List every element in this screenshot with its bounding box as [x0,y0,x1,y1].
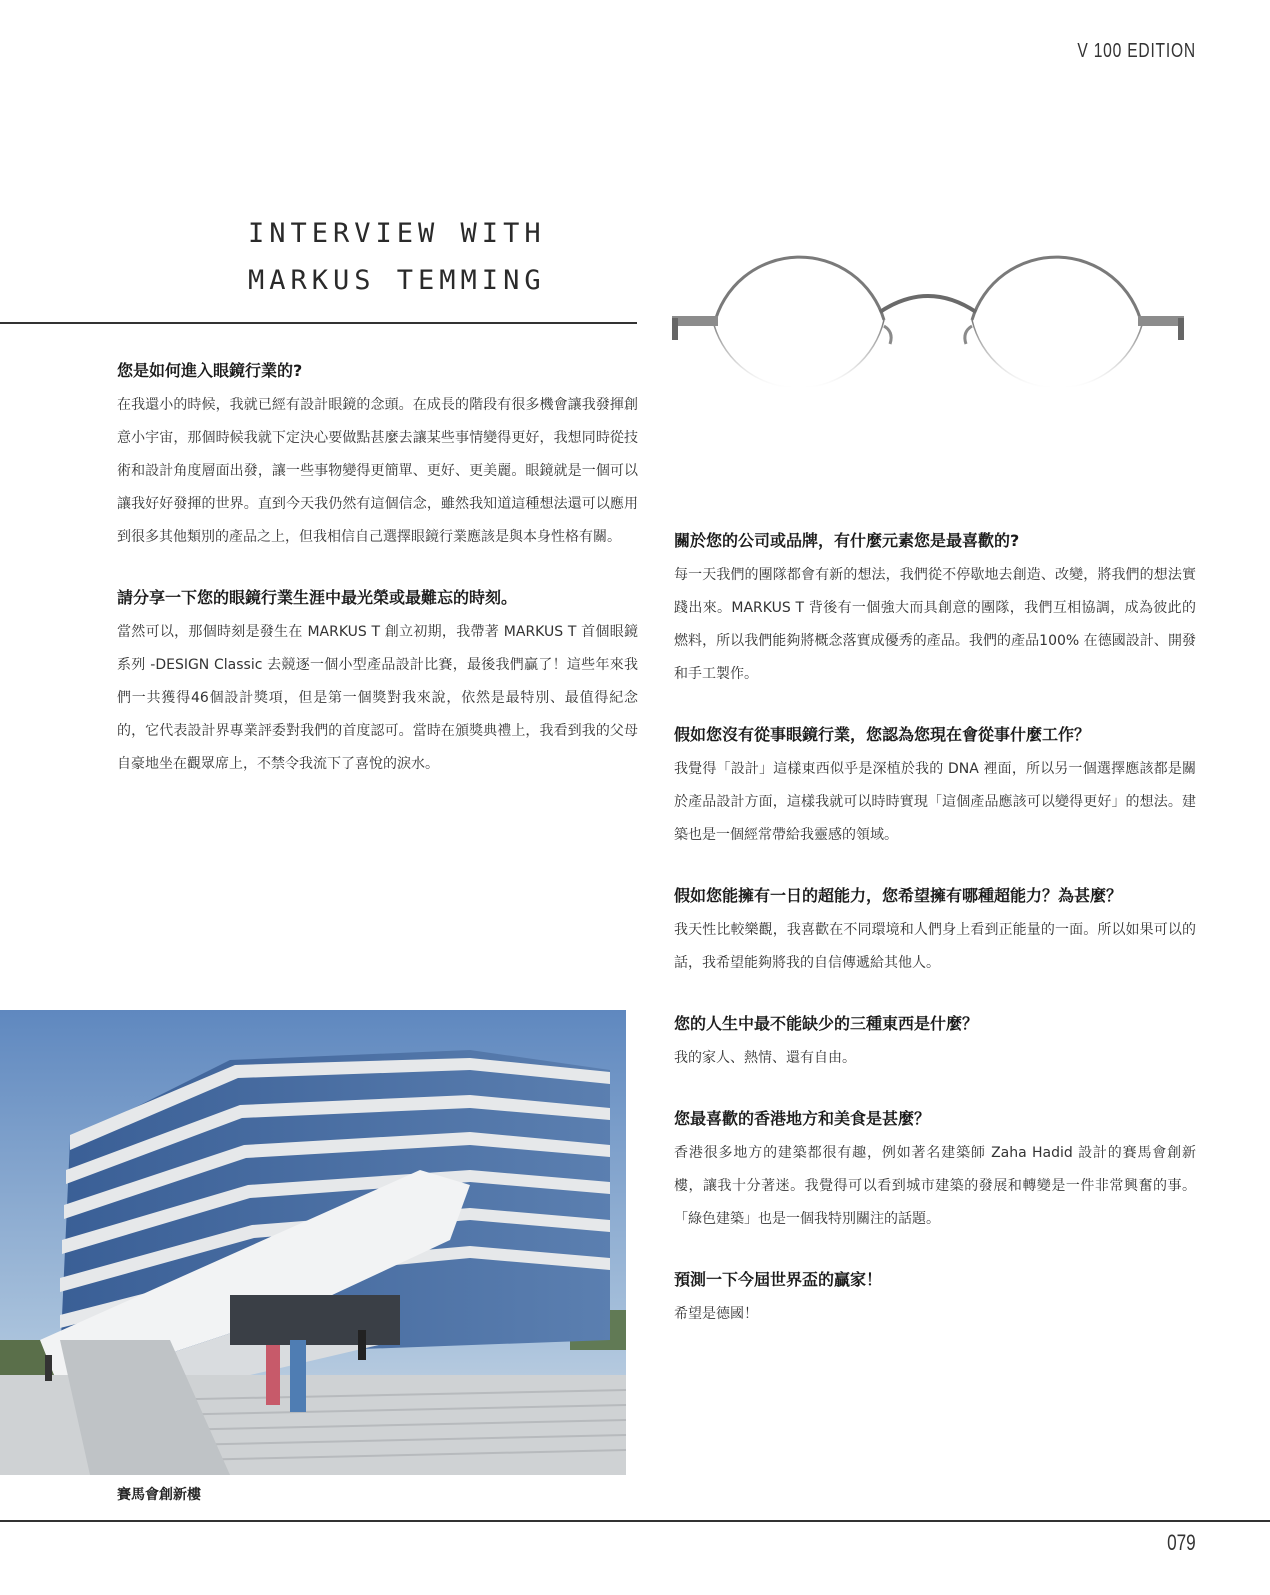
qa-block [674,719,1196,852]
question: 假如您能擁有一日的超能力，您希望擁有哪種超能力？為甚麼？ [674,886,1123,905]
qa-block [117,582,638,781]
answer: 希望是德國！ [674,1306,758,1322]
question: 關於您的公司或品牌，有什麼元素您是最喜歡的? [674,531,1020,550]
question: 您的人生中最不能缺少的三種東西是什麼？ [674,1014,979,1033]
page-number: 079 [1167,1530,1196,1555]
building-photo [0,1010,626,1475]
answer: 在我還小的時候，我就已經有設計眼鏡的念頭。在成長的階段有很多機會讓我發揮創意小宇宙，那個時候我就下定決心要做點甚麼去讓某些事情變得更好，我想同時從技術和設計角度層面出發，讓一些事物變得更簡單、更好、更美麗。眼鏡就是一個可以讓我好好發揮的世界。直到今天我仍然有這個信念，雖然我知道這種想法還可以應用到很多其他類別的產品之上，但我相信自己選擇眼鏡行業應該是與本身性格有關。 [117,397,638,545]
photo-caption: 賽馬會創新樓 [117,1487,201,1503]
qa-block [674,1264,1196,1331]
title-line-2: MARKUS TEMMING [248,265,546,296]
question: 您是如何進入眼鏡行業的? [117,361,303,380]
question: 您最喜歡的香港地方和美食是甚麼？ [674,1109,931,1128]
qa-block [674,1008,1196,1075]
title-line-1: INTERVIEW WITH [248,218,546,249]
answer: 我的家人、熱情、還有自由。 [674,1050,856,1066]
qa-block [674,880,1196,980]
round-eyeglasses-image [672,240,1196,440]
answer: 我覺得「設計」這樣東西似乎是深植於我的 DNA 裡面，所以另一個選擇應該都是關於產品設計方面，這樣我就可以時時實現「這個產品應該可以變得更好」的想法。建築也是一個經常帶給我靈感的領域。 [674,761,1196,843]
title-divider [0,322,637,324]
question: 假如您沒有從事眼鏡行業，您認為您現在會從事什麼工作？ [674,725,1091,744]
article-title [248,210,546,304]
right-column [674,525,1196,1359]
footer-divider [0,1520,1270,1522]
answer: 香港很多地方的建築都很有趣，例如著名建築師 Zaha Hadid 設計的賽馬會創新樓，讓我十分著迷。我覺得可以看到城市建築的發展和轉變是一件非常興奮的事。「綠色建築」也是一個我特別關注的話題。 [674,1145,1196,1227]
edition-label: V 100 EDITION [1077,40,1196,62]
question: 預測一下今屆世界盃的贏家！ [674,1270,883,1289]
left-column [117,355,638,809]
answer: 當然可以，那個時刻是發生在 MARKUS T 創立初期，我帶著 MARKUS T 首個眼鏡系列 -DESIGN Classic 去競逐一個小型產品設計比賽，最後我們贏了！這些年來我們一共獲得46個設計獎項，但是第一個獎對我來說，依然是最特別、最值得紀念的，它代表設計界專業評委對我們的首度認可。當時在頒獎典禮上，我看到我的父母自豪地坐在觀眾席上，不禁令我流下了喜悅的淚水。 [117,624,638,772]
answer: 每一天我們的團隊都會有新的想法，我們從不停歇地去創造、改變，將我們的想法實踐出來。MARKUS T 背後有一個強大而具創意的團隊，我們互相協調，成為彼此的燃料，所以我們能夠將概念落實成優秀的產品。我們的產品100% 在德國設計、開發和手工製作。 [674,567,1196,682]
question: 請分享一下您的眼鏡行業生涯中最光榮或最難忘的時刻。 [117,588,518,607]
answer: 我天性比較樂觀，我喜歡在不同環境和人們身上看到正能量的一面。所以如果可以的話，我希望能夠將我的自信傳遞給其他人。 [674,922,1196,971]
qa-block [674,525,1196,691]
qa-block [117,355,638,554]
qa-block [674,1103,1196,1236]
